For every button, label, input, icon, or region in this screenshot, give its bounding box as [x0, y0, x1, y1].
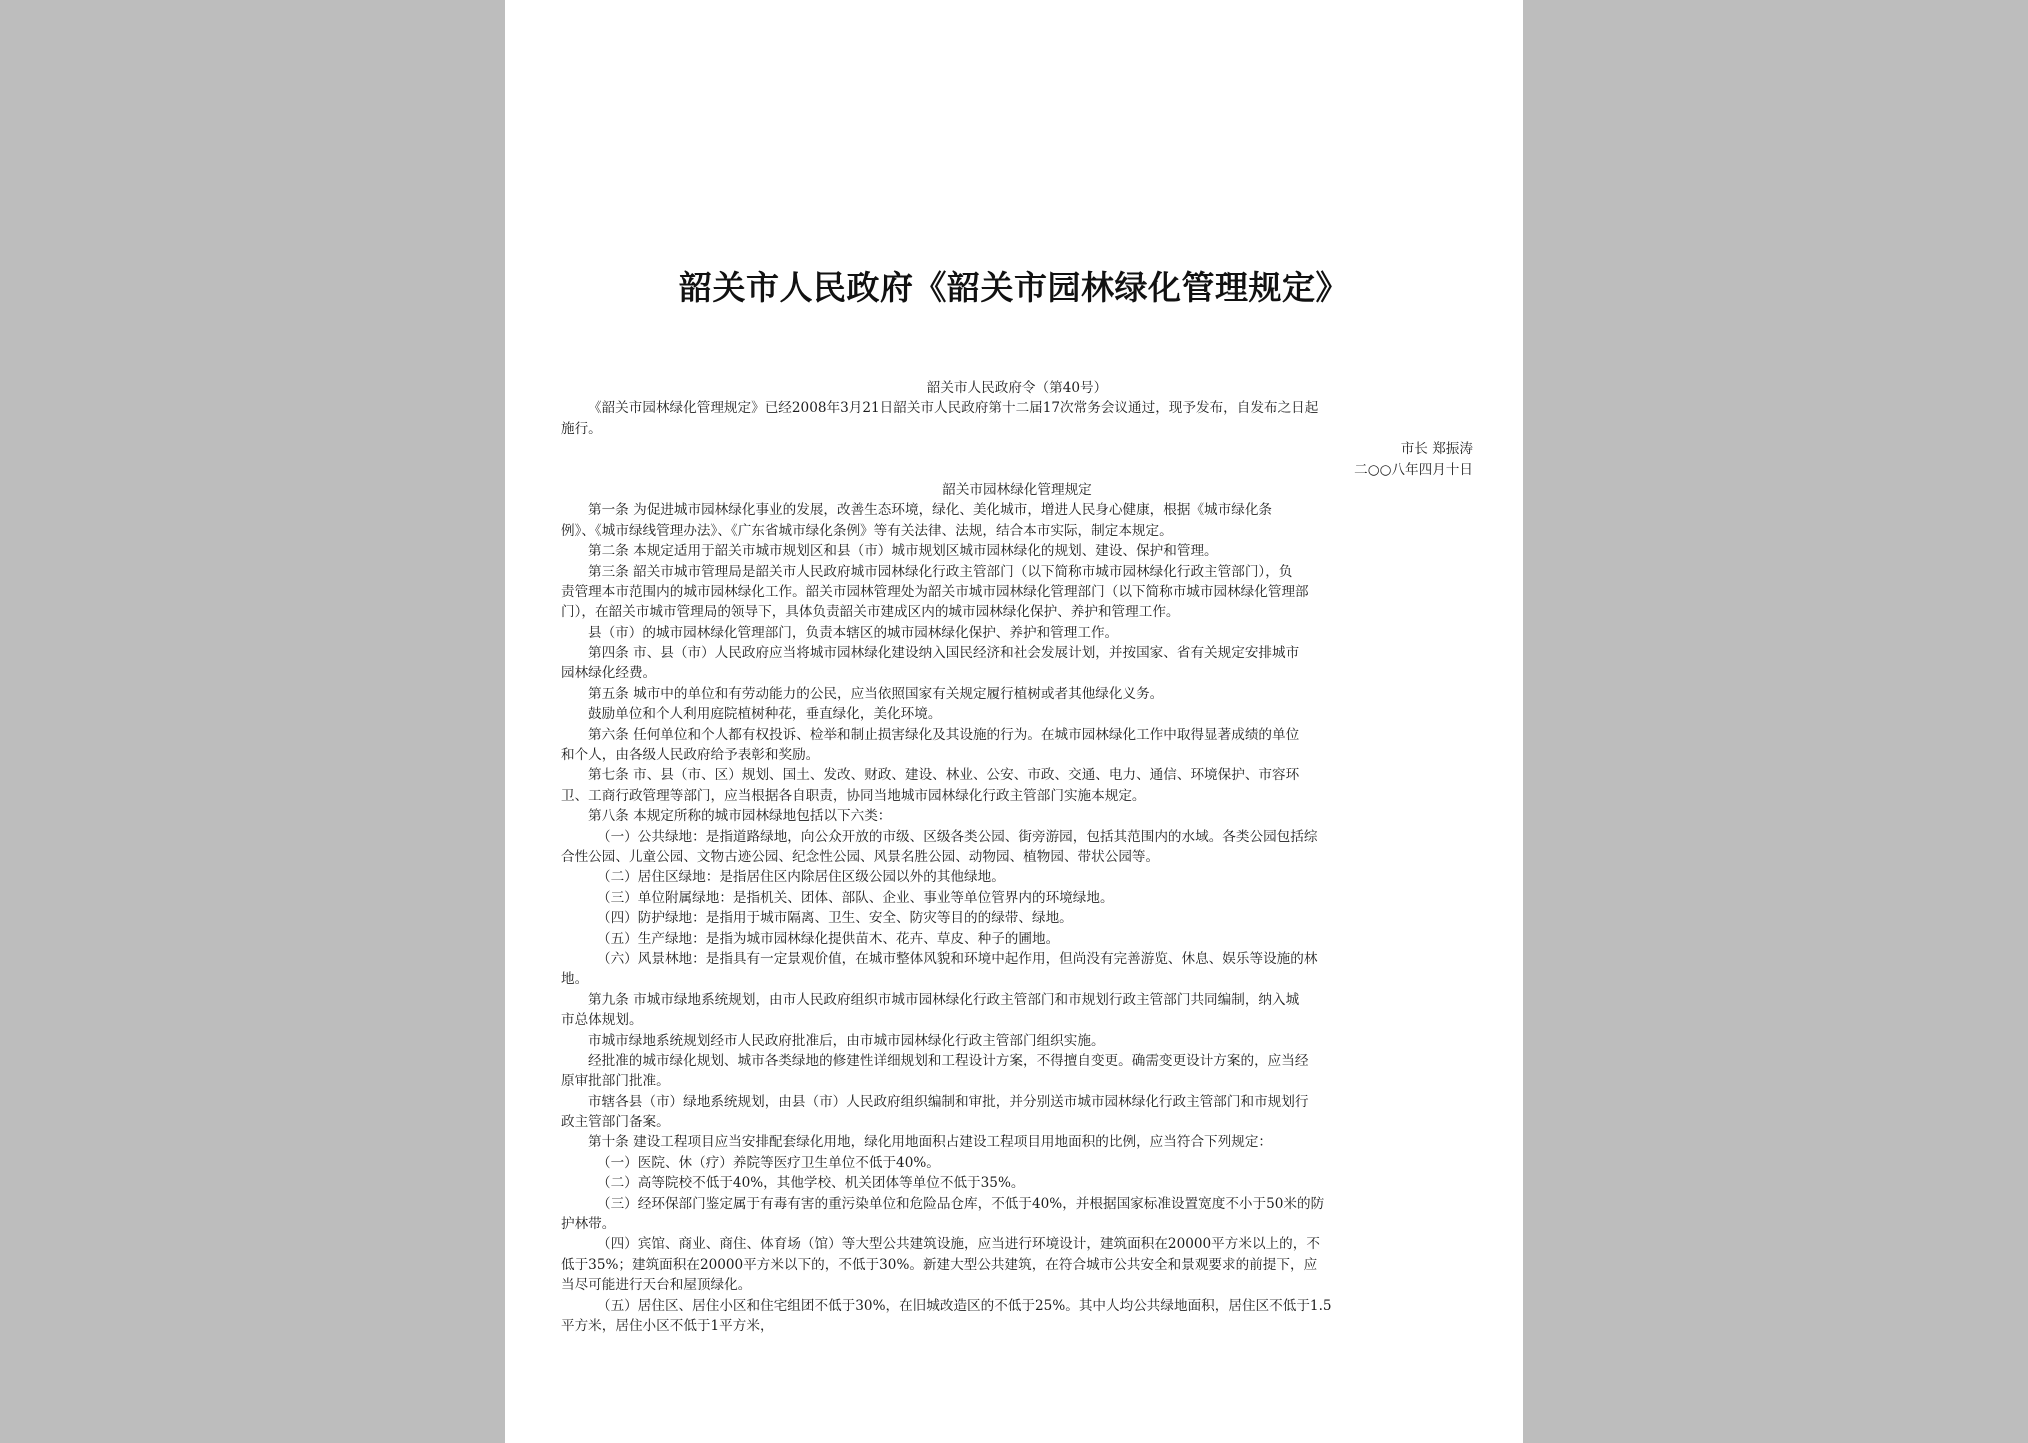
text-line: 地。 — [561, 971, 589, 988]
document-page — [505, 0, 1523, 1443]
text-line: 县（市）的城市园林绿化管理部门，负责本辖区的城市园林绿化保护、养护和管理工作。 — [588, 624, 1119, 641]
text-line: 韶关市人民政府令（第40号） — [926, 380, 1108, 396]
text-line: 施行。 — [561, 420, 602, 437]
text-line: 第八条 本规定所称的城市园林绿地包括以下六类： — [588, 808, 892, 825]
text-line: 市城市绿地系统规划经市人民政府批准后，由市城市园林绿化行政主管部门组织实施。 — [588, 1032, 1105, 1049]
text-line: 和个人，由各级人民政府给予表彰和奖励。 — [561, 747, 820, 764]
text-line: 当尽可能进行天台和屋顶绿化。 — [561, 1277, 752, 1294]
text-line: 第四条 市、县（市）人民政府应当将城市园林绿化建设纳入国民经济和社会发展计划，并按国家、省有关规定安排城市 — [588, 645, 1300, 662]
text-line: （五）生产绿地：是指为城市园林绿化提供苗木、花卉、草皮、种子的圃地。 — [597, 930, 1060, 947]
text-line: （六）风景林地：是指具有一定景观价值，在城市整体风貌和环境中起作用，但尚没有完善游览、休息、娱乐等设施的林 — [597, 950, 1318, 967]
text-line: 经批准的城市绿化规划、城市各类绿地的修建性详细规划和工程设计方案，不得擅自变更。确需变更设计方案的，应当经 — [588, 1052, 1309, 1069]
text-line: （一）医院、休（疗）养院等医疗卫生单位不低于40%。 — [597, 1154, 940, 1171]
text-line: （四）防护绿地：是指用于城市隔离、卫生、安全、防灾等目的的绿带、绿地。 — [597, 910, 1073, 927]
text-line: 市长 郑振涛 — [1400, 441, 1473, 458]
text-line: 《韶关市园林绿化管理规定》已经2008年3月21日韶关市人民政府第十二届17次常务会议通过，现予发布，自发布之日起 — [588, 400, 1319, 417]
text-line: 护林带。 — [561, 1216, 616, 1233]
document-body — [561, 378, 1473, 1336]
document-title: 韶关市人民政府《韶关市园林绿化管理规定》 — [679, 268, 1349, 307]
text-line: （二）高等院校不低于40%，其他学校、机关团体等单位不低于35%。 — [597, 1175, 1025, 1192]
text-line: 第六条 任何单位和个人都有权投诉、检举和制止损害绿化及其设施的行为。在城市园林绿化工作中取得显著成绩的单位 — [588, 726, 1300, 743]
text-line: 平方米，居住小区不低于1平方米， — [561, 1317, 774, 1334]
text-line: 政主管部门备案。 — [561, 1114, 670, 1131]
text-line: 门），在韶关市城市管理局的领导下，具体负责韶关市建成区内的城市园林绿化保护、养护和管理工作。 — [561, 604, 1180, 621]
text-line: （三）经环保部门鉴定属于有毒有害的重污染单位和危险品仓库，不低于40%，并根据国家标准设置宽度不小于50米的防 — [597, 1195, 1325, 1212]
text-line: 市总体规划。 — [561, 1012, 643, 1029]
text-line: 第二条 本规定适用于韶关市城市规划区和县（市）城市规划区城市园林绿化的规划、建设、保护和管理。 — [588, 543, 1218, 560]
text-line: （五）居住区、居住小区和住宅组团不低于30%，在旧城改造区的不低于25%。其中人均公共绿地面积，居住区不低于1.5 — [597, 1297, 1332, 1314]
text-line: 第七条 市、县（市、区）规划、国土、发改、财政、建设、林业、公安、市政、交通、电力、通信、环境保护、市容环 — [588, 767, 1300, 784]
text-line: 卫、工商行政管理等部门，应当根据各自职责，协同当地城市园林绿化行政主管部门实施本规定。 — [561, 787, 1146, 804]
text-line: 韶关市园林绿化管理规定 — [942, 481, 1092, 498]
text-line: 第十条 建设工程项目应当安排配套绿化用地，绿化用地面积占建设工程项目用地面积的比例，应当符合下列规定： — [588, 1134, 1273, 1151]
text-line: （四）宾馆、商业、商住、体育场（馆）等大型公共建筑设施，应当进行环境设计，建筑面积在20000平方米以上的，不 — [597, 1236, 1320, 1253]
text-line: 市辖各县（市）绿地系统规划，由县（市）人民政府组织编制和审批，并分别送市城市园林绿化行政主管部门和市规划行 — [588, 1093, 1309, 1110]
text-line: 第三条 韶关市城市管理局是韶关市人民政府城市园林绿化行政主管部门（以下简称市城市园林绿化行政主管部门），负 — [588, 563, 1293, 580]
text-line: 鼓励单位和个人利用庭院植树种花，垂直绿化，美化环境。 — [588, 706, 942, 723]
text-line: 责管理本市范围内的城市园林绿化工作。韶关市园林管理处为韶关市城市园林绿化管理部门（以下简称市城市园林绿化管理部 — [561, 583, 1309, 600]
text-line: （二）居住区绿地：是指居住区内除居住区级公园以外的其他绿地。 — [597, 869, 1005, 886]
text-line: 低于35%；建筑面积在20000平方米以下的，不低于30%。新建大型公共建筑，在符合城市公共安全和景观要求的前提下，应 — [561, 1256, 1318, 1273]
text-line: （一）公共绿地：是指道路绿地，向公众开放的市级、区级各类公园、街旁游园，包括其范围内的水域。各类公园包括综 — [597, 828, 1318, 845]
text-line: 原审批部门批准。 — [561, 1073, 670, 1090]
text-line: 第五条 城市中的单位和有劳动能力的公民，应当依照国家有关规定履行植树或者其他绿化义务。 — [588, 685, 1164, 702]
text-line: 例》、《城市绿线管理办法》、《广东省城市绿化条例》等有关法律、法规，结合本市实际，制定本规定。 — [561, 522, 1173, 539]
text-line: 第一条 为促进城市园林绿化事业的发展，改善生态环境，绿化、美化城市，增进人民身心健康，根据《城市绿化条 — [588, 502, 1273, 519]
text-line: 园林绿化经费。 — [561, 665, 657, 682]
text-line: （三）单位附属绿地：是指机关、团体、部队、企业、事业等单位管界内的环境绿地。 — [597, 889, 1114, 906]
text-line: 二○○八年四月十日 — [1354, 461, 1473, 478]
text-line: 合性公园、儿童公园、文物古迹公园、纪念性公园、风景名胜公园、动物园、植物园、带状公园等。 — [561, 848, 1160, 865]
text-line: 第九条 市城市绿地系统规划，由市人民政府组织市城市园林绿化行政主管部门和市规划行政主管部门共同编制，纳入城 — [588, 991, 1300, 1008]
